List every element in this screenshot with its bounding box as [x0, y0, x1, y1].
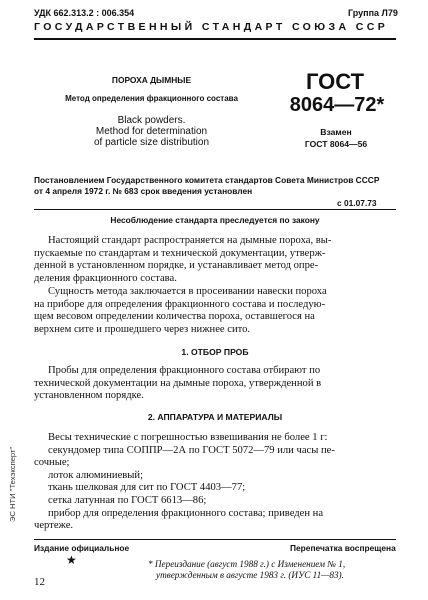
section-2-title: 2. АППАРАТУРА И МАТЕРИАЛЫ: [147, 412, 283, 422]
note-line: утвержденным в августе 1983 г. (ИУС 11—83).: [156, 570, 344, 580]
document-subtitle: Метод определения фракционного состава: [65, 94, 238, 103]
paragraph-line: денной в установленном порядке, и устанавливает метод опре-: [34, 260, 319, 272]
page-number: 12: [34, 576, 45, 588]
replaces-value: ГОСТ 8064—56: [304, 139, 368, 149]
paragraph-line: технической документации на дымные пороха, утвержденной в: [34, 377, 322, 389]
effective-date: с 01.07.73: [337, 198, 377, 208]
paragraph-line: на приборе для определения фракционного состава и последую-: [34, 298, 326, 310]
paragraph-line: Пробы для определения фракционного состава отбирают по: [48, 365, 321, 376]
footer-rule: [34, 539, 396, 540]
decree-rule: [34, 209, 396, 210]
gost-number: 8064—72*: [289, 94, 385, 116]
english-title-line: of particle size distribution: [93, 137, 210, 149]
list-item: лоток алюминиевый;: [48, 469, 144, 481]
star-icon: ★: [66, 553, 77, 567]
list-item: прибор для определения фракционного состава; приведен на: [48, 507, 324, 519]
list-item: чертеже.: [34, 520, 74, 532]
replaces-label: Взамен: [320, 127, 352, 137]
list-item: секундомер типа СОППР—2А по ГОСТ 5072—79 или часы пе-: [48, 444, 335, 456]
paragraph-line: Настоящий стандарт распространяется на дымные пороха, вы-: [48, 235, 332, 246]
intro-paragraph: [34, 235, 396, 285]
state-standard-heading: ГОСУДАРСТВЕННЫЙ СТАНДАРТ СОЮЗА ССР: [34, 21, 389, 33]
sampling-paragraph: [34, 365, 396, 403]
paragraph-line: деления фракционного состава.: [34, 272, 177, 284]
gost-label: ГОСТ: [305, 69, 365, 94]
section-1-title: 1. ОТБОР ПРОБ: [181, 347, 249, 357]
paragraph-line: установленном порядке.: [34, 390, 144, 402]
reissue-note: [148, 559, 408, 581]
note-line: * Переиздание (август 1988 г.) с Изменением № 1,: [148, 559, 346, 569]
english-title-line: Black powders.: [117, 115, 186, 126]
group-code: Группа Л79: [348, 8, 398, 18]
english-title: [34, 115, 269, 149]
side-stamp: ЭС НТИ "Техэксперт": [8, 446, 17, 522]
paragraph-line: щем весовом определении количества пороха, оставшегося на: [34, 311, 315, 323]
list-item: Весы технические с погрешностью взвешивания не более 1 г:: [48, 432, 328, 443]
reprint-prohibited-label: Перепечатка воспрещена: [290, 543, 396, 553]
legal-warning: Несоблюдение стандарта преследуется по закону: [110, 215, 320, 225]
decree-line: от 4 апреля 1972 г. № 683 срок введения установлен: [34, 186, 253, 196]
method-paragraph: [34, 286, 396, 336]
official-edition-label: Издание официальное: [34, 543, 130, 553]
header-rule: [34, 38, 396, 40]
list-item: сетка латунная по ГОСТ 6613—86;: [48, 494, 207, 506]
paragraph-line: Сущность метода заключается в просеивании навески пороха: [48, 286, 327, 297]
english-title-line: Method for determination: [95, 126, 208, 138]
paragraph-line: пускаемые по стандартам и технической документации, утверж-: [34, 247, 326, 259]
list-item: ткань шелковая для сит по ГОСТ 4403—77;: [48, 482, 246, 494]
equipment-list: [34, 432, 396, 533]
list-item: сочные;: [34, 457, 70, 469]
decree-line: Постановлением Государственного комитета стандартов Совета Министров СССР: [34, 175, 380, 185]
udk-code: УДК 662.313.2 : 006.354: [34, 8, 135, 18]
document-title: ПОРОХА ДЫМНЫЕ: [111, 75, 192, 85]
decree-text: [34, 175, 402, 197]
paragraph-line: верхнем сите и прошедшего через нижнее сито.: [34, 323, 251, 335]
